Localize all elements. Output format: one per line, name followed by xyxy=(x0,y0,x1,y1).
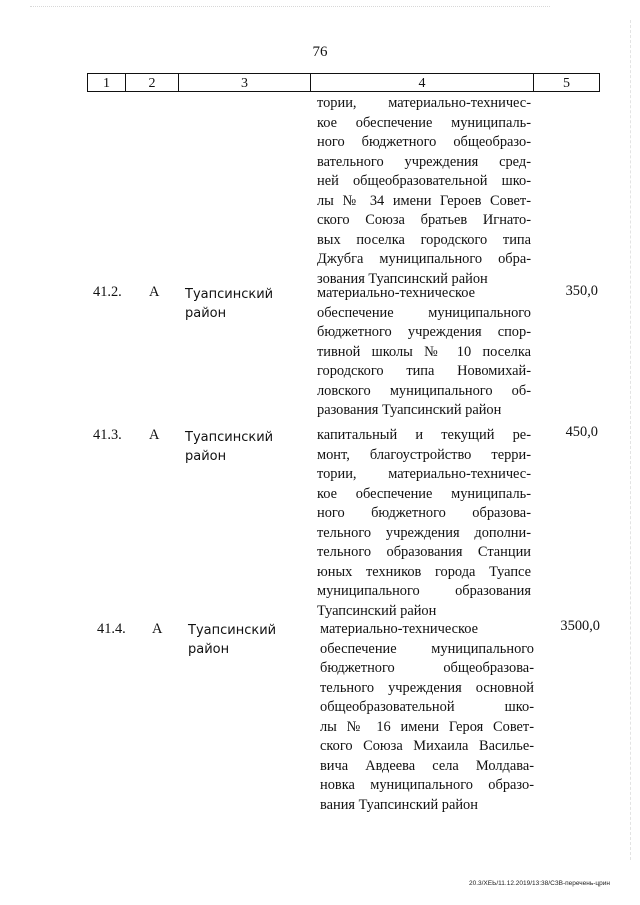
header-col-5: 5 xyxy=(563,76,570,91)
page-number: 76 xyxy=(312,44,328,60)
row-amount: 3500,0 xyxy=(560,618,600,634)
description-line: ского Союза Михаила Василье- xyxy=(320,738,534,754)
description-line: бюджетного общеобразова- xyxy=(320,660,534,676)
row-district xyxy=(185,428,273,466)
description-line: тории, материально-техничес- xyxy=(317,95,531,111)
description-line: городского типа Новомихай- xyxy=(317,363,531,379)
district-line: район xyxy=(185,449,227,464)
district-line: Туапсинский xyxy=(188,623,277,638)
description-line: ского Союза братьев Игнато- xyxy=(317,212,531,228)
table-header xyxy=(87,73,600,92)
row-category: А xyxy=(152,621,163,637)
description-line: тории, материально-техничес- xyxy=(317,466,531,482)
description-line: тивной школы № 10 поселка xyxy=(317,343,531,360)
description-line: новка муниципального образо- xyxy=(320,777,534,793)
row-district xyxy=(188,621,276,659)
description-line: муниципального образования xyxy=(317,583,531,599)
row-description xyxy=(317,284,531,421)
description-line: вательного учреждения сред- xyxy=(317,153,531,170)
district-line: Туапсинский xyxy=(185,287,274,302)
description-line: обеспечение муниципального xyxy=(317,304,531,321)
description-line: капитальный и текущий ре- xyxy=(317,427,531,443)
row-amount: 450,0 xyxy=(565,424,598,440)
description-line: ного бюджетного образова- xyxy=(317,505,531,521)
description-line: кое обеспечение муниципаль- xyxy=(317,114,531,131)
description-line: общеобразовательной шко- xyxy=(320,699,534,715)
district-line: район xyxy=(185,306,227,321)
row-description xyxy=(320,620,534,815)
description-line: разования Туапсинский район xyxy=(317,402,502,418)
description-line: тельного учреждения дополни- xyxy=(317,524,531,541)
footer-stamp: 20.3/ХЕЬ/11.12.2019/13:38/СЗВ-перечень-црин xyxy=(468,880,610,887)
description-line: вания Туапсинский район xyxy=(320,796,478,813)
header-col-3: 3 xyxy=(179,74,311,91)
scan-edge-top xyxy=(30,0,550,7)
description-line: Туапсинский район xyxy=(317,602,437,619)
description-line: вых поселка городского типа xyxy=(317,231,531,248)
description-line: обеспечение муниципального xyxy=(320,640,534,657)
description-line: Джубга муниципального обра- xyxy=(317,251,531,267)
row-category: А xyxy=(149,284,160,300)
row-number: 41.3. xyxy=(93,427,122,443)
description-line: материально-техническое xyxy=(320,621,479,637)
district-line: Туапсинский xyxy=(185,430,274,445)
row-number: 41.2. xyxy=(93,284,122,300)
description-line: монт, благоустройство терри- xyxy=(317,446,531,463)
description-line: тельного образования Станции xyxy=(317,544,531,560)
description-line: кое обеспечение муниципаль- xyxy=(317,485,531,502)
header-col-1: 1 xyxy=(88,74,126,91)
description-line: юных техников города Туапсе xyxy=(317,563,531,580)
row-number: 41.4. xyxy=(97,621,126,637)
description-line: ней общеобразовательной шко- xyxy=(317,173,531,189)
description-line: вича Авдеева села Молдава- xyxy=(320,757,534,774)
description-line: тельного учреждения основной xyxy=(320,679,534,696)
row-amount: 350,0 xyxy=(565,283,598,299)
header-col-4: 4 xyxy=(311,74,534,91)
continuation-description xyxy=(317,94,531,289)
description-line: бюджетного учреждения спор- xyxy=(317,324,531,340)
row-category: А xyxy=(149,427,160,443)
description-line: ловского муниципального об- xyxy=(317,382,531,399)
scan-edge-right xyxy=(630,20,637,860)
description-line: ного бюджетного общеобразо- xyxy=(317,134,531,150)
description-line: лы № 16 имени Героя Совет- xyxy=(320,718,534,735)
row-description xyxy=(317,426,531,621)
description-line: зования Туапсинский район xyxy=(317,270,488,287)
row-district xyxy=(185,285,273,323)
description-line: материально-техническое xyxy=(317,285,476,301)
header-col-2: 2 xyxy=(126,74,179,91)
district-line: район xyxy=(188,642,230,657)
description-line: лы № 34 имени Героев Совет- xyxy=(317,192,531,209)
